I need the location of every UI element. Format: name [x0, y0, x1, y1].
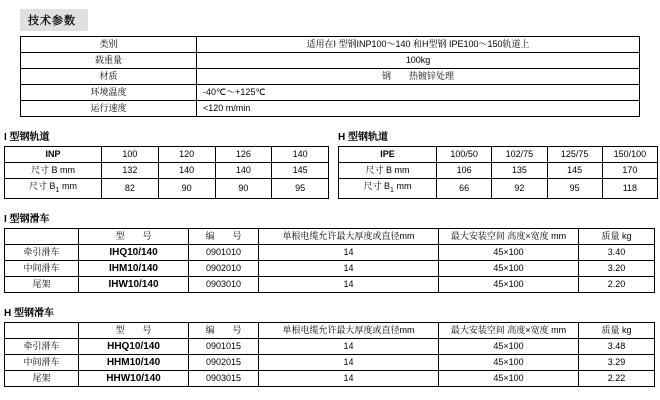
cell: 140	[272, 147, 329, 163]
row-label: 尺寸 $B_1$ mm	[5, 179, 102, 199]
row-label: 尺寸 $B_1$ mm	[339, 179, 437, 199]
header-cell: 最大安装空间 高度×宽度 mm	[439, 322, 579, 338]
cell-cable: 14	[259, 276, 439, 292]
header-cell: 质量 kg	[579, 228, 655, 244]
table-row	[21, 85, 640, 101]
rail-tables-row	[0, 117, 660, 199]
table-row	[5, 370, 655, 386]
header-cell: 质量 kg	[579, 322, 655, 338]
cell: 82	[102, 179, 159, 199]
cell: 95	[547, 179, 602, 199]
cell-cable: 14	[259, 260, 439, 276]
row-label: 尾架	[5, 276, 79, 292]
table-row	[339, 163, 658, 179]
cell-code: 0902015	[189, 354, 259, 370]
cell: 102/75	[492, 147, 547, 163]
table-row	[5, 338, 655, 354]
row-label: 牵引滑车	[5, 244, 79, 260]
cell-code: 0902010	[189, 260, 259, 276]
cell: 90	[215, 179, 272, 199]
cell: 140	[158, 163, 215, 179]
header-cell: 型 号	[79, 322, 189, 338]
table-row	[339, 147, 658, 163]
inp-rail-table	[4, 146, 329, 199]
cell-model: IHW10/140	[79, 276, 189, 292]
cell-cable: 14	[259, 338, 439, 354]
ipe-rail-table	[338, 146, 658, 199]
spec-key: 材质	[21, 69, 197, 85]
cell-cable: 14	[259, 370, 439, 386]
table-row	[21, 37, 640, 53]
header-cell: 编 号	[189, 322, 259, 338]
header-cell: 型 号	[79, 228, 189, 244]
ipe-rail-heading: H 型钢轨道	[338, 132, 388, 143]
cell-model: IHM10/140	[79, 260, 189, 276]
cell-space: 45×100	[439, 370, 579, 386]
table-row	[5, 244, 655, 260]
inp-rail-section	[0, 117, 334, 199]
cell: 126	[215, 147, 272, 163]
cell-cable: 14	[259, 244, 439, 260]
row-label: 尺寸 B mm	[5, 163, 102, 179]
cell: 120	[158, 147, 215, 163]
table-row	[5, 260, 655, 276]
row-label: INP	[5, 147, 102, 163]
table-row	[5, 147, 329, 163]
cell: 145	[547, 163, 602, 179]
spec-value: -40℃～+125℃	[197, 85, 640, 101]
cell-space: 45×100	[439, 244, 579, 260]
row-label: 牵引滑车	[5, 338, 79, 354]
page-title: 技术参数	[20, 9, 88, 31]
spec-value: 适用在I 型钢INP100～140 和H型钢 IPE100～150轨道上	[197, 37, 640, 53]
header-cell: 单根电缆允许最大厚度或直径mm	[259, 228, 439, 244]
cell-space: 45×100	[439, 338, 579, 354]
spec-key: 运行速度	[21, 101, 197, 117]
table-row	[5, 163, 329, 179]
row-label: 尺寸 B mm	[339, 163, 437, 179]
table-header-row	[5, 322, 655, 338]
spec-table	[20, 36, 640, 117]
cell: 95	[272, 179, 329, 199]
cell: 132	[102, 163, 159, 179]
cell: 100	[102, 147, 159, 163]
table-row	[21, 69, 640, 85]
row-label: 尾架	[5, 370, 79, 386]
cell-mass: 2.20	[579, 276, 655, 292]
cell: 135	[492, 163, 547, 179]
cell-model: IHQ10/140	[79, 244, 189, 260]
spec-value: 钢 热镀锌处理	[197, 69, 640, 85]
spec-key: 类别	[21, 37, 197, 53]
header-cell-blank	[5, 228, 79, 244]
row-label: 中间滑车	[5, 354, 79, 370]
inp-rail-heading: I 型钢轨道	[4, 132, 50, 143]
cell-code: 0901015	[189, 338, 259, 354]
cell: 170	[602, 163, 657, 179]
cell-model: HHW10/140	[79, 370, 189, 386]
ipe-rail-section	[334, 117, 660, 199]
table-row	[5, 179, 329, 199]
spec-value: 100kg	[197, 53, 640, 69]
cell: 118	[602, 179, 657, 199]
cell: 92	[492, 179, 547, 199]
cell-mass: 2.22	[579, 370, 655, 386]
cell: 66	[437, 179, 492, 199]
cell-mass: 3.20	[579, 260, 655, 276]
cell: 150/100	[602, 147, 657, 163]
inp-trolley-heading: I 型钢滑车	[4, 213, 50, 225]
cell-space: 45×100	[439, 260, 579, 276]
cell-model: HHM10/140	[79, 354, 189, 370]
cell-space: 45×100	[439, 276, 579, 292]
row-label: IPE	[339, 147, 437, 163]
row-label: 中间滑车	[5, 260, 79, 276]
cell-code: 0903015	[189, 370, 259, 386]
cell: 125/75	[547, 147, 602, 163]
table-row	[21, 53, 640, 69]
ipe-trolley-heading: H 型钢滑车	[4, 307, 54, 319]
table-row	[5, 354, 655, 370]
cell-mass: 3.29	[579, 354, 655, 370]
header-cell: 编 号	[189, 228, 259, 244]
spec-key: 环境温度	[21, 85, 197, 101]
spec-key: 载重量	[21, 53, 197, 69]
cell-model: HHQ10/140	[79, 338, 189, 354]
header-cell: 单根电缆允许最大厚度或直径mm	[259, 322, 439, 338]
cell-code: 0901010	[189, 244, 259, 260]
cell: 90	[158, 179, 215, 199]
inp-trolley-table	[4, 228, 655, 293]
spec-value: <120 m/min	[197, 101, 640, 117]
cell: 100/50	[437, 147, 492, 163]
header-cell: 最大安装空间 高度×宽度 mm	[439, 228, 579, 244]
table-row	[21, 101, 640, 117]
cell-cable: 14	[259, 354, 439, 370]
cell: 106	[437, 163, 492, 179]
table-row	[5, 276, 655, 292]
cell-code: 0903010	[189, 276, 259, 292]
table-row	[339, 179, 658, 199]
cell: 140	[215, 163, 272, 179]
cell-space: 45×100	[439, 354, 579, 370]
cell-mass: 3.48	[579, 338, 655, 354]
cell: 145	[272, 163, 329, 179]
table-header-row	[5, 228, 655, 244]
ipe-trolley-table	[4, 322, 655, 387]
header-cell-blank	[5, 322, 79, 338]
cell-mass: 3.40	[579, 244, 655, 260]
